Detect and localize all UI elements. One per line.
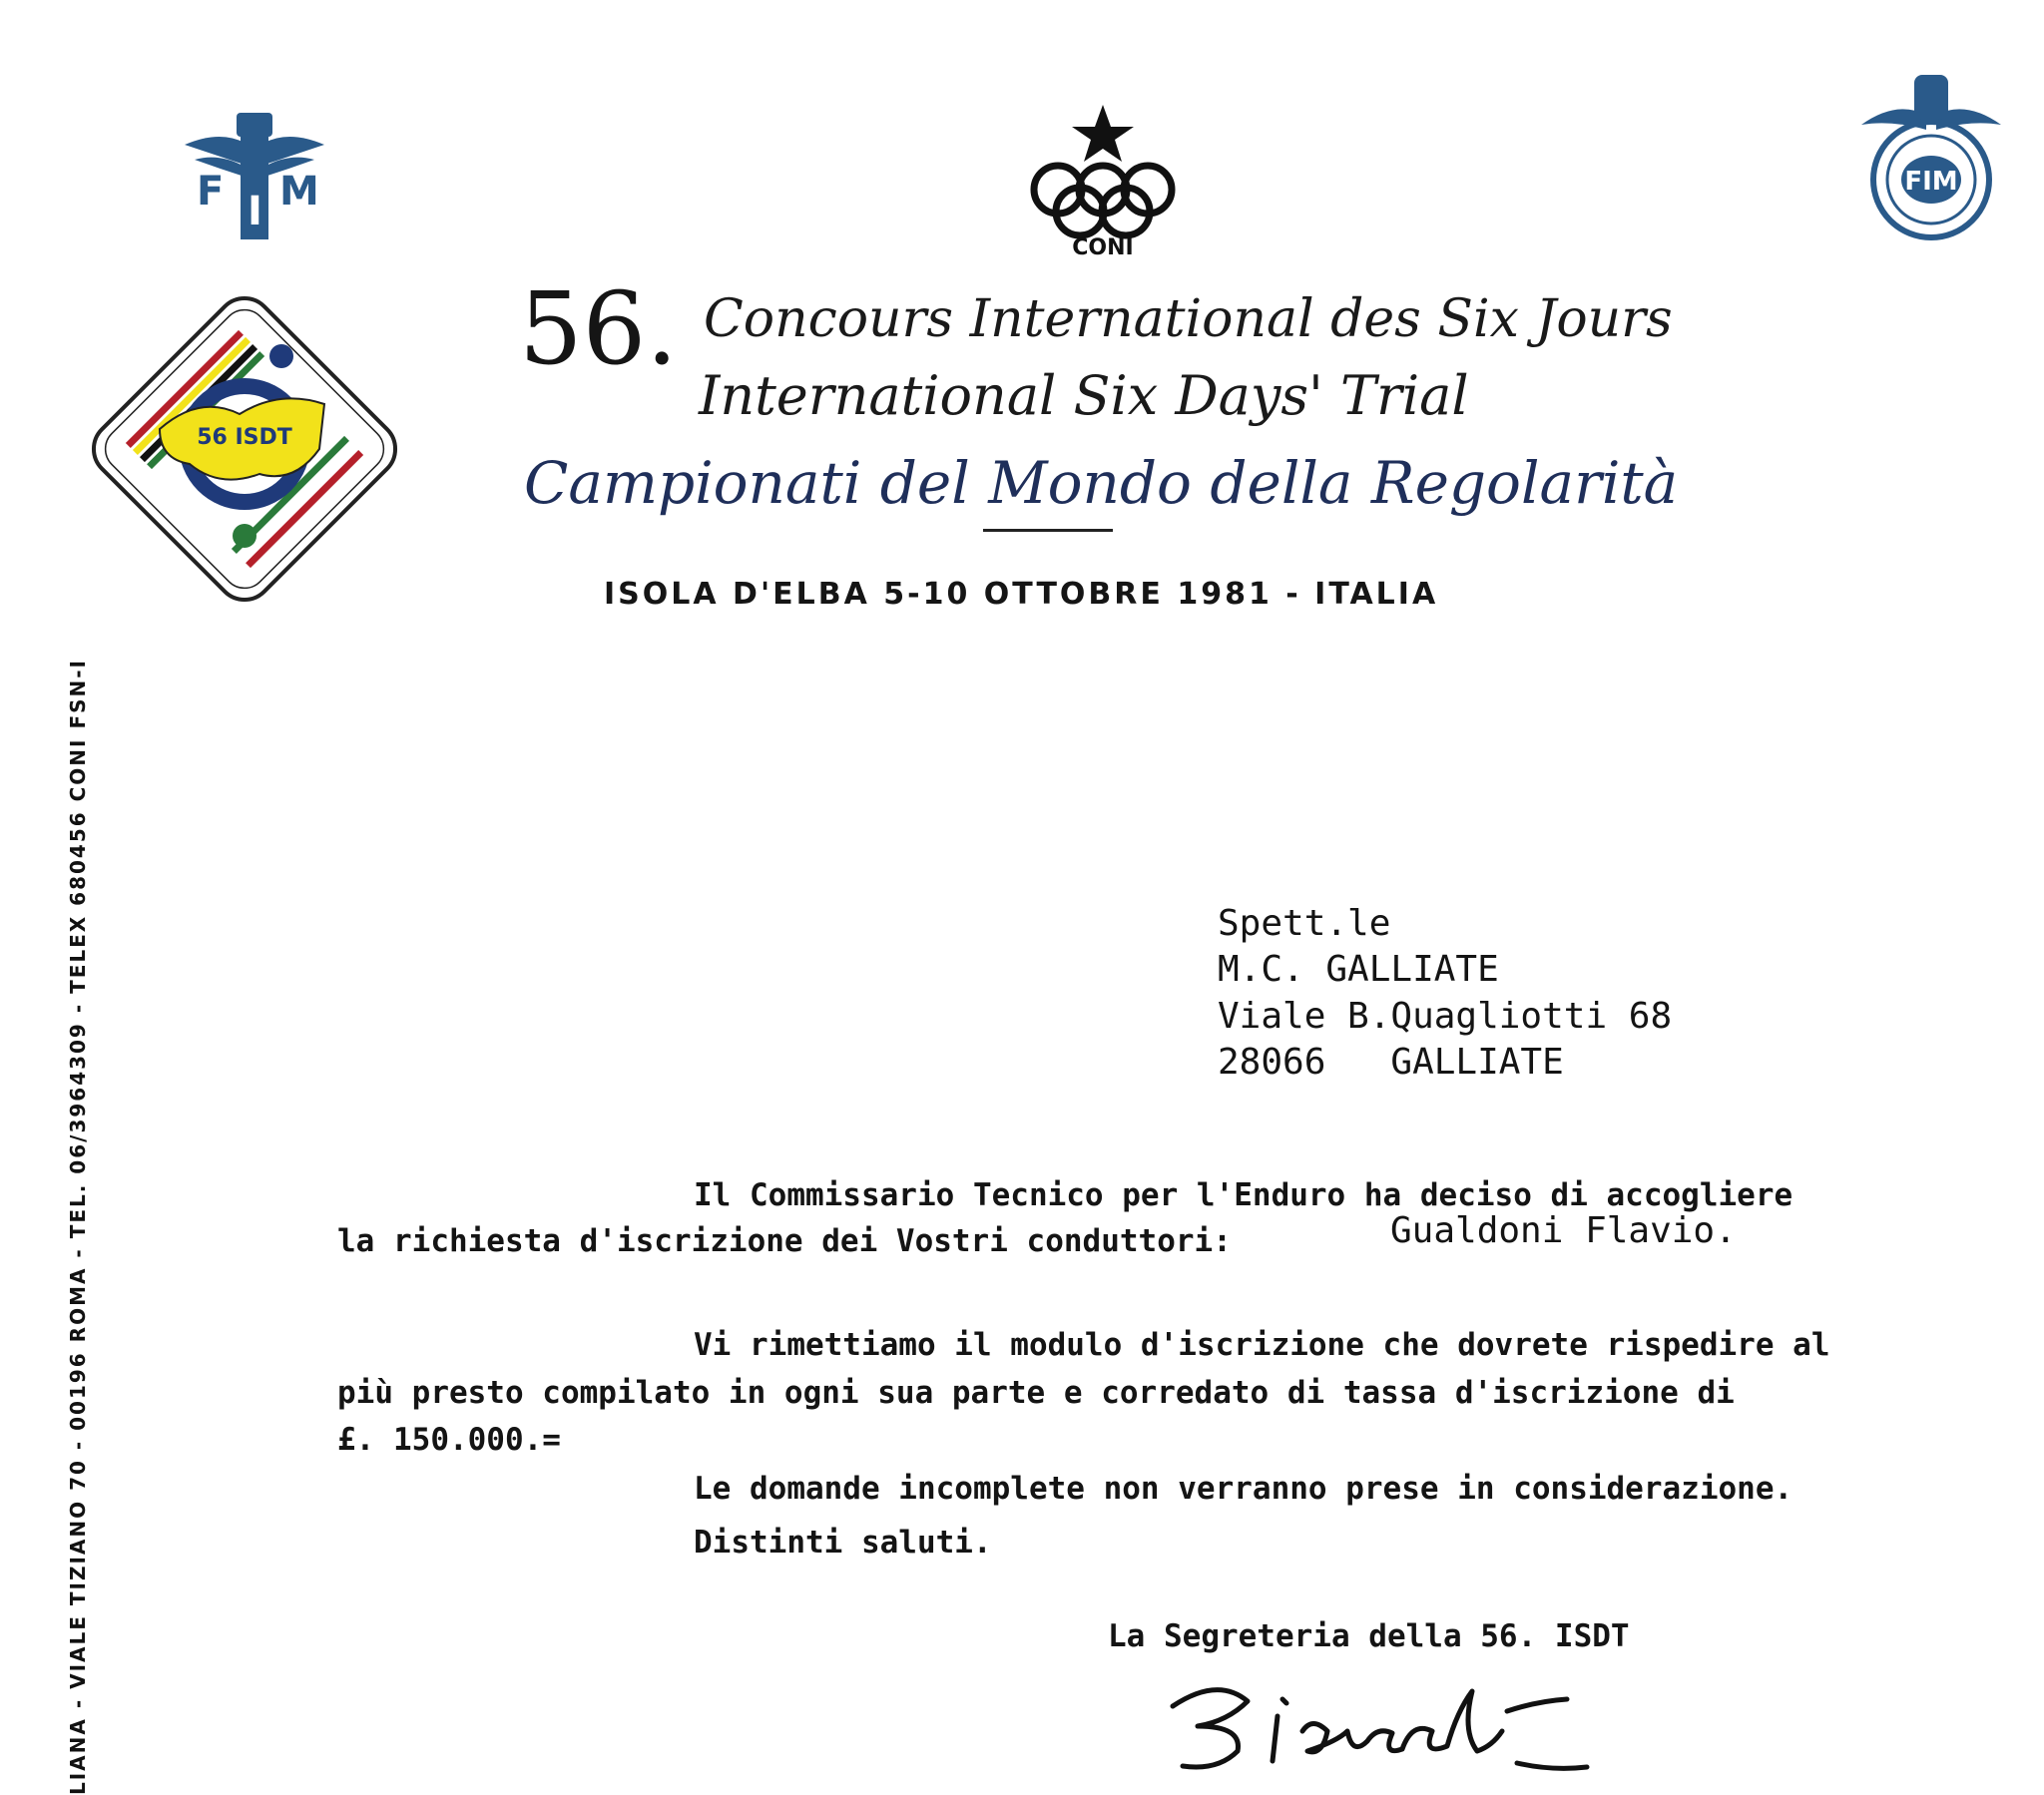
recipient-line-1: Spett.le [1218, 903, 1391, 944]
recipient-line-3: Viale B.Quagliotti 68 [1218, 996, 1673, 1037]
svg-text:I: I [248, 189, 262, 234]
title-french: Concours International des Six Jours [704, 289, 1673, 349]
paragraph-1-line-1: Il Commissario Tecnico per l'Enduro ha deciso di accogliere [694, 1177, 1793, 1213]
title-italian: Campionati del Mondo della Regolarità [524, 449, 1679, 517]
svg-text:FIM: FIM [1904, 167, 1958, 197]
event-venue-dates: ISOLA D'ELBA 5-10 OTTOBRE 1981 - ITALIA [604, 577, 1439, 612]
paragraph-1-line-2: la richiesta d'iscrizione dei Vostri conduttori: [337, 1223, 1232, 1259]
svg-text:CONI: CONI [1072, 235, 1134, 259]
recipient-line-2: M.C. GALLIATE [1218, 949, 1499, 990]
title-english: International Six Days' Trial [699, 364, 1469, 427]
paragraph-2-line-2: più presto compilato in ogni sua parte e corredato di tassa d'iscrizione di [337, 1375, 1735, 1411]
rider-name: Gualdoni Flavio. [1390, 1210, 1737, 1251]
svg-text:M: M [279, 169, 319, 215]
paragraph-2-line-1: Vi rimettiamo il modulo d'iscrizione che dovrete rispedire al [694, 1327, 1830, 1363]
greeting: Distinti saluti. [694, 1525, 992, 1561]
recipient-line-4: 28066 GALLIATE [1218, 1042, 1564, 1083]
fmi-logo [175, 105, 334, 244]
entry-fee: £. 150.000.= [337, 1422, 561, 1458]
isdt-badge-logo [70, 274, 419, 624]
coni-logo [1023, 100, 1183, 259]
side-address-text: LIANA - VIALE TIZIANO 70 - 00196 ROMA - TEL. 06/3964309 - TELEX 680456 CONI FSN-I [66, 658, 90, 1795]
closing-sender: La Segreteria della 56. ISDT [1108, 1618, 1630, 1654]
event-number: 56. [519, 270, 679, 387]
svg-text:56 ISDT: 56 ISDT [197, 425, 292, 450]
svg-text:F: F [197, 169, 225, 215]
fim-logo [1856, 70, 2006, 249]
paragraph-3: Le domande incomplete non verranno prese in considerazione. [694, 1471, 1793, 1507]
handwritten-signature [1158, 1671, 1597, 1785]
header-divider [983, 529, 1113, 532]
